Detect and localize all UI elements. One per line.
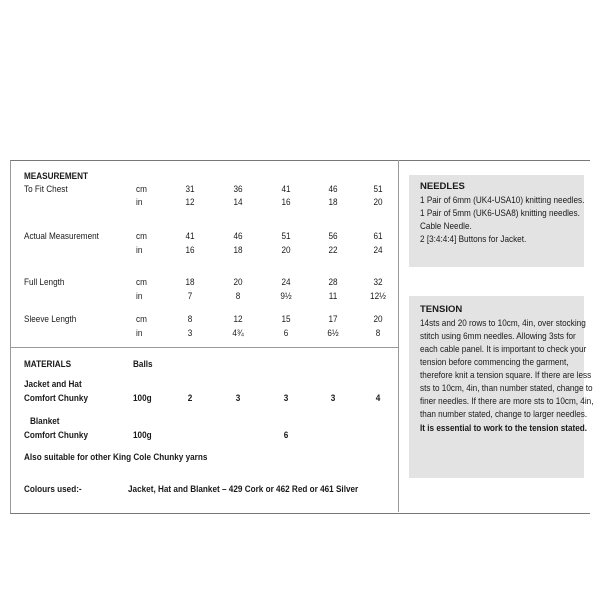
tension-box bbox=[409, 296, 594, 478]
row-label-actual-measurement: Actual Measurement bbox=[24, 231, 99, 242]
colours-value: Jacket, Hat and Blanket – 429 Cork or 462 Red or 461 Silver bbox=[128, 484, 359, 495]
cell: 8 bbox=[375, 328, 381, 339]
tension-emphasis: It is essential to work to the tension stated. bbox=[420, 423, 588, 434]
needles-line: 1 Pair of 6mm (UK4-USA10) knitting needles. bbox=[420, 195, 585, 206]
unit-in: in bbox=[136, 245, 143, 256]
cell: 6 bbox=[283, 328, 289, 339]
cell: 12 bbox=[185, 197, 195, 208]
jacket-hat-weight: 100g bbox=[133, 393, 152, 404]
unit-cm: cm bbox=[136, 314, 147, 325]
cell: 15 bbox=[281, 314, 291, 325]
needles-title: NEEDLES bbox=[420, 181, 465, 192]
cell: 11 bbox=[328, 291, 338, 302]
cell: 18 bbox=[233, 245, 243, 256]
cell: 4¾ bbox=[232, 328, 244, 339]
column-divider bbox=[398, 160, 399, 512]
cell: 14 bbox=[233, 197, 243, 208]
cell: 12½ bbox=[370, 291, 386, 302]
needles-line: Cable Needle. bbox=[420, 221, 472, 232]
cell: 51 bbox=[281, 231, 291, 242]
yarn-note: Also suitable for other King Cole Chunky yarns bbox=[24, 452, 208, 463]
tension-line: stitch using 6mm needles. Allowing 3sts for bbox=[420, 331, 576, 342]
jacket-hat-label: Jacket and Hat bbox=[24, 379, 82, 390]
cell: 12 bbox=[233, 314, 243, 325]
cell: 41 bbox=[185, 231, 195, 242]
cell: 36 bbox=[233, 184, 243, 195]
cell: 24 bbox=[281, 277, 291, 288]
tension-line: finer needles. If there are more sts to 10cm, 4in, bbox=[420, 396, 594, 407]
balls-cell: 2 bbox=[187, 393, 193, 404]
measurement-heading: MEASUREMENT bbox=[24, 171, 89, 182]
cell: 17 bbox=[328, 314, 338, 325]
cell: 24 bbox=[373, 245, 383, 256]
materials-heading: MATERIALS bbox=[24, 359, 72, 370]
balls-cell: 6 bbox=[283, 430, 289, 441]
balls-cell: 3 bbox=[283, 393, 289, 404]
cell: 3 bbox=[187, 328, 193, 339]
blanket-label: Blanket bbox=[30, 416, 60, 427]
cell: 56 bbox=[328, 231, 338, 242]
unit-cm: cm bbox=[136, 184, 147, 195]
tension-title: TENSION bbox=[420, 304, 463, 315]
tension-line: each cable panel. It is important to check your bbox=[420, 344, 587, 355]
cell: 16 bbox=[185, 245, 195, 256]
cell: 20 bbox=[373, 197, 383, 208]
unit-in: in bbox=[136, 291, 143, 302]
cell: 41 bbox=[281, 184, 291, 195]
cell: 61 bbox=[373, 231, 383, 242]
unit-cm: cm bbox=[136, 231, 147, 242]
cell: 18 bbox=[185, 277, 195, 288]
cell: 8 bbox=[187, 314, 193, 325]
cell: 7 bbox=[187, 291, 193, 302]
tension-line: therefore knit a tension square. If there are less bbox=[420, 370, 592, 381]
cell: 20 bbox=[233, 277, 243, 288]
colours-label: Colours used:- bbox=[24, 484, 82, 495]
cell: 16 bbox=[281, 197, 291, 208]
cell: 9½ bbox=[280, 291, 292, 302]
jacket-hat-yarn: Comfort Chunky bbox=[24, 393, 89, 404]
cell: 20 bbox=[373, 314, 383, 325]
row-label-full-length: Full Length bbox=[24, 277, 65, 288]
cell: 46 bbox=[328, 184, 338, 195]
tension-line: 14sts and 20 rows to 10cm, 4in, over stocking bbox=[420, 318, 586, 329]
cell: 22 bbox=[328, 245, 338, 256]
needles-box bbox=[409, 175, 584, 267]
cell: 32 bbox=[373, 277, 383, 288]
tension-line: tension before commencing the garment, bbox=[420, 357, 569, 368]
cell: 31 bbox=[185, 184, 195, 195]
cell: 20 bbox=[281, 245, 291, 256]
row-label-sleeve-length: Sleeve Length bbox=[24, 314, 77, 325]
unit-in: in bbox=[136, 197, 143, 208]
section-divider bbox=[10, 347, 398, 348]
unit-cm: cm bbox=[136, 277, 147, 288]
balls-label: Balls bbox=[133, 359, 153, 370]
needles-line: 2 [3:4:4:4] Buttons for Jacket. bbox=[420, 234, 527, 245]
tension-line: sts to 10cm, 4in, than number stated, change to bbox=[420, 383, 593, 394]
unit-in: in bbox=[136, 328, 143, 339]
tension-line: than number stated, change to larger needles. bbox=[420, 409, 588, 420]
balls-cell: 3 bbox=[235, 393, 241, 404]
cell: 28 bbox=[328, 277, 338, 288]
blanket-yarn: Comfort Chunky bbox=[24, 430, 89, 441]
cell: 51 bbox=[373, 184, 383, 195]
cell: 6½ bbox=[327, 328, 339, 339]
blanket-weight: 100g bbox=[133, 430, 152, 441]
row-label-to-fit-chest: To Fit Chest bbox=[24, 184, 68, 195]
balls-cell: 3 bbox=[330, 393, 336, 404]
cell: 18 bbox=[328, 197, 338, 208]
balls-cell: 4 bbox=[375, 393, 381, 404]
cell: 8 bbox=[235, 291, 241, 302]
needles-line: 1 Pair of 5mm (UK6-USA8) knitting needles. bbox=[420, 208, 580, 219]
cell: 46 bbox=[233, 231, 243, 242]
